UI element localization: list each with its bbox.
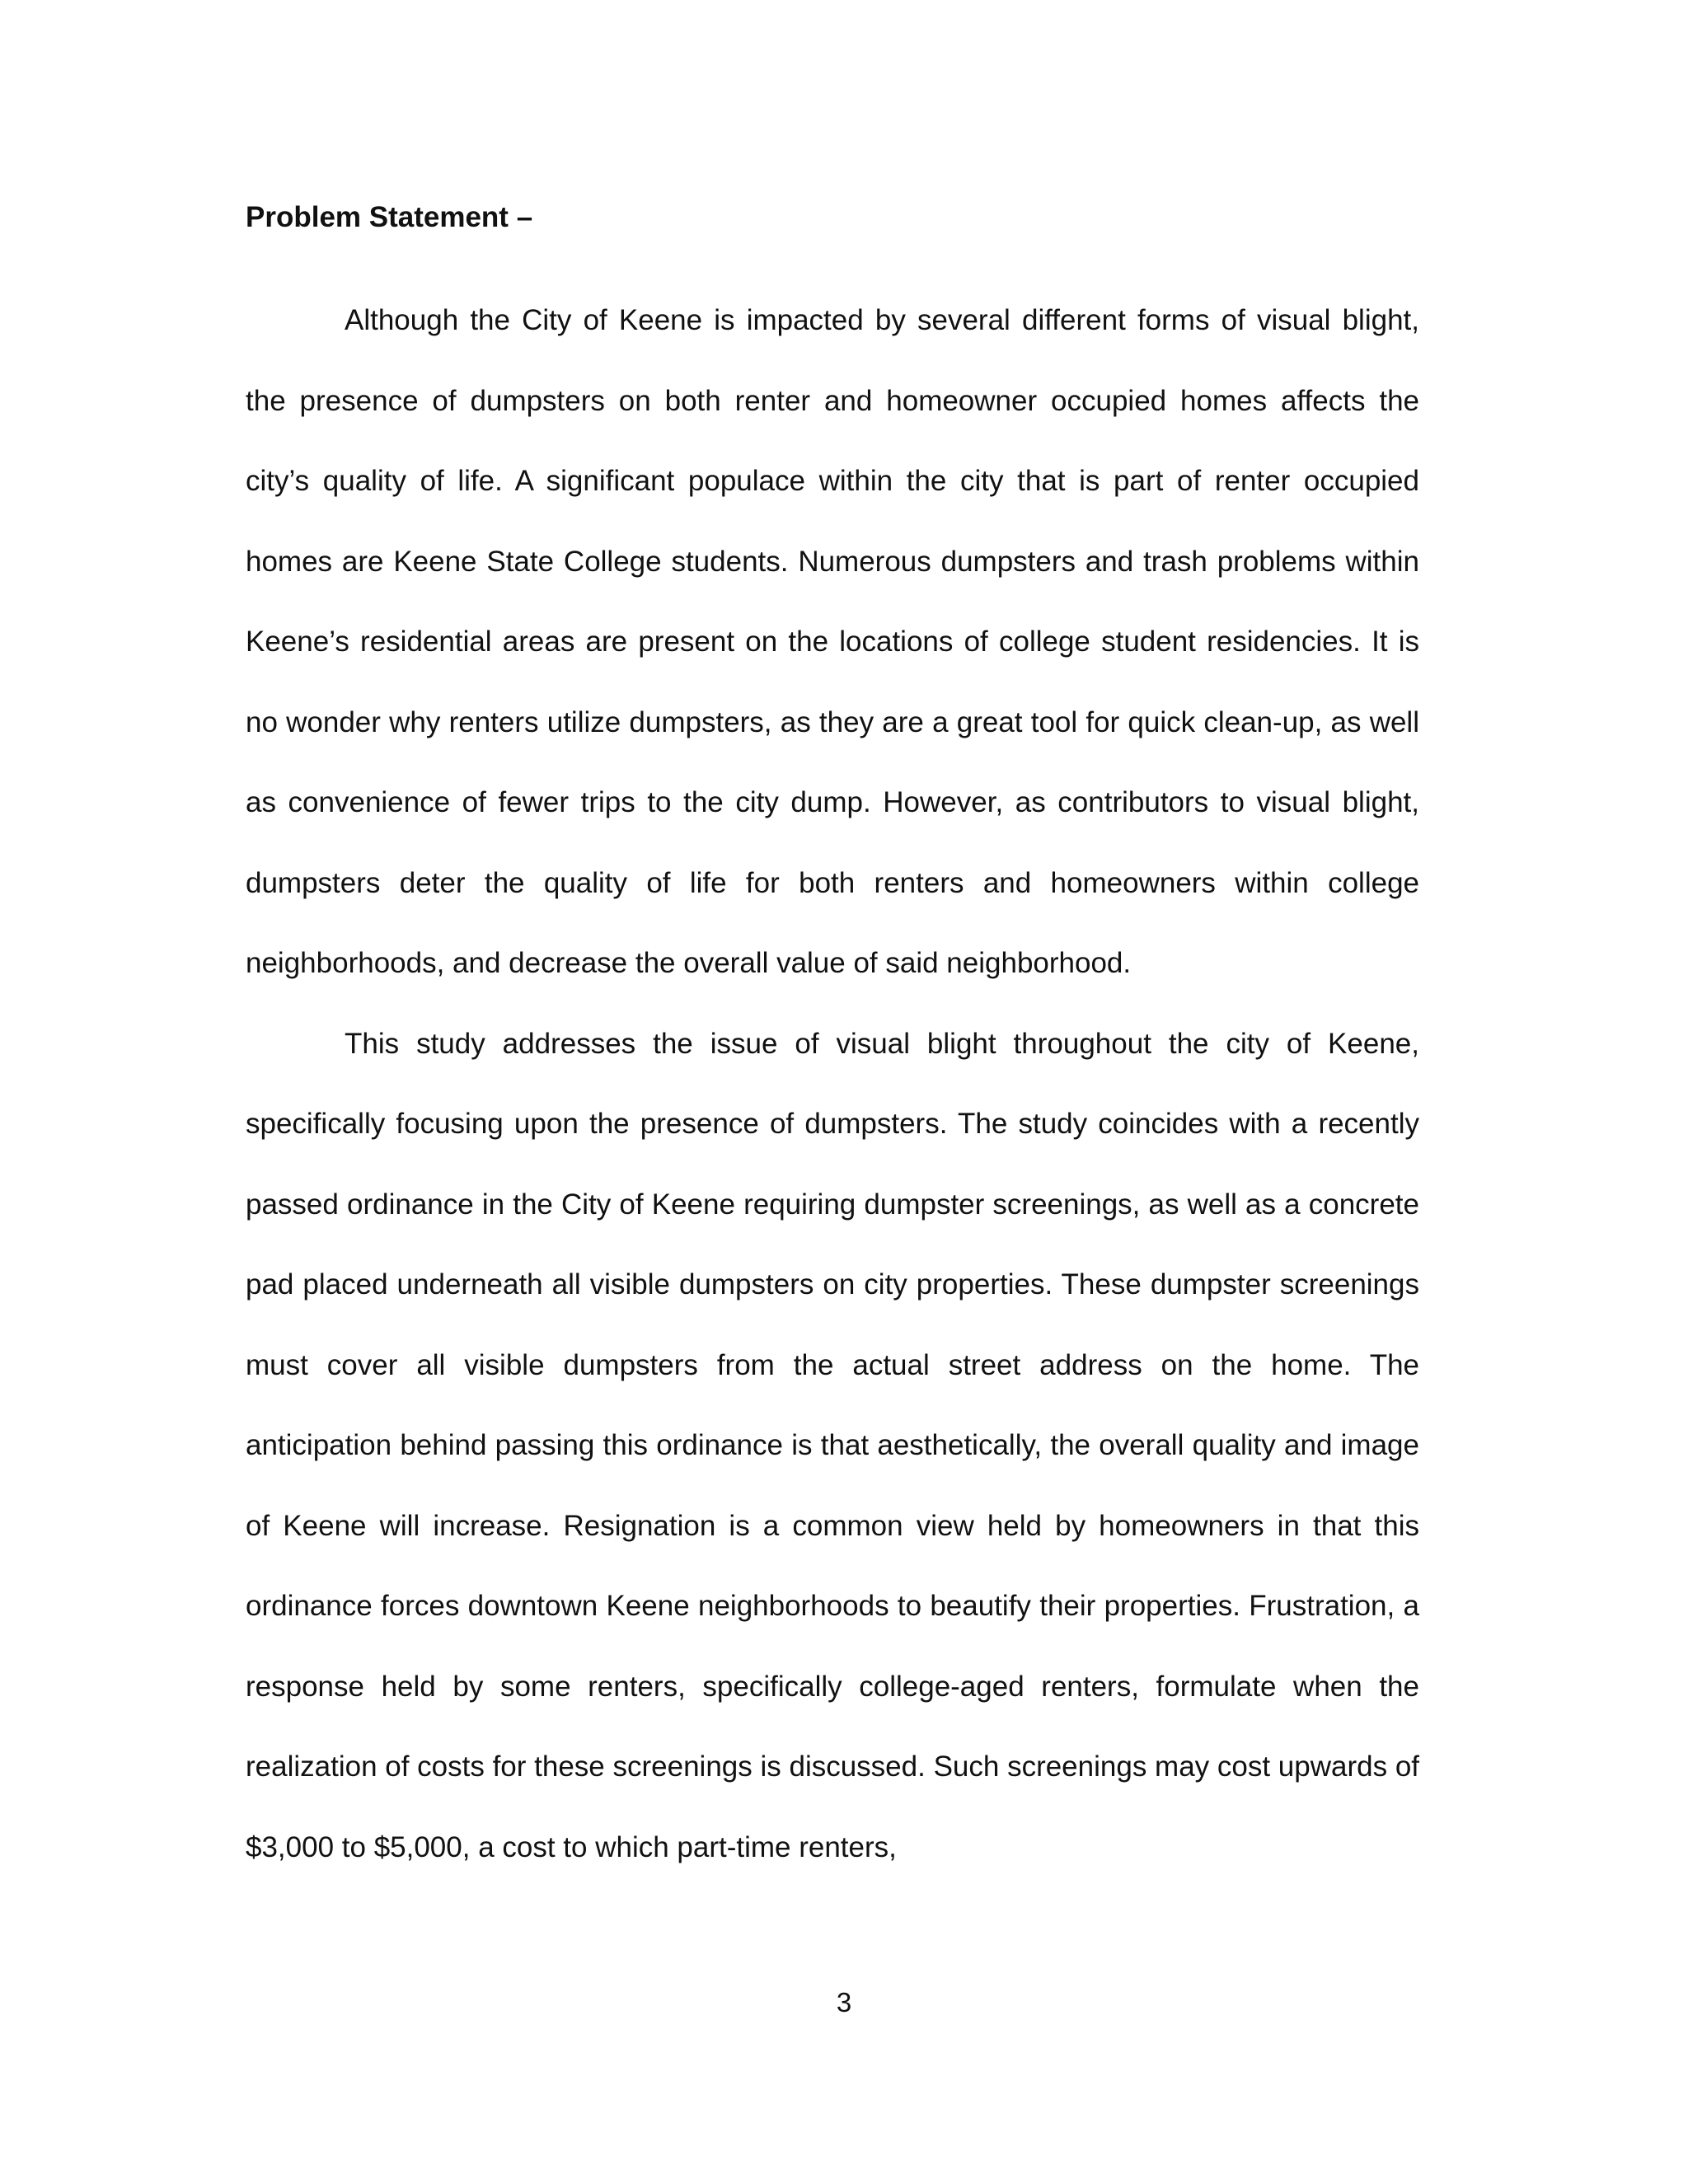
page-number: 3: [836, 1987, 852, 2018]
paragraph-2: This study addresses the issue of visual blight throughout the city of Keene, specifically focusing upon the presence of dumpsters. The study coincides with a recently passed ordinance in the City of Keene requiring dumpster screenings, as well as a concrete pad placed underneath all visible dumpsters on city properties. These dumpster screenings must cover all visible dumpsters from the actual street address on the home. The anticipation behind passing this ordinance is that aesthetically, the overall quality and image of Keene will increase. Resignation is a common view held by homeowners in that this ordinance forces downtown Keene neighborhoods to beautify their properties. Frustration, a response held by some renters, specifically college-aged renters, formulate when the realization of costs for these screenings is discussed. Such screenings may cost upwards of $3,000 to $5,000, a cost to which part-time renters,: [246, 1027, 1420, 1863]
document-body: [246, 199, 1419, 1887]
paragraph-1: Although the City of Keene is impacted by several different forms of visual blight, the presence of dumpsters on both renter and homeowner occupied homes affects the city’s quality of life. A significant populace within the city that is part of renter occupied homes are Keene State College students. Numerous dumpsters and trash problems within Keene’s residential areas are present on the locations of college student residencies. It is no wonder why renters utilize dumpsters, as they are a great tool for quick clean-up, as well as convenience of fewer trips to the city dump. However, as contributors to visual blight, dumpsters deter the quality of life for both renters and homeowners within college neighborhoods, and decrease the overall value of said neighborhood.: [246, 304, 1419, 979]
section-heading: Problem Statement –: [246, 201, 533, 233]
